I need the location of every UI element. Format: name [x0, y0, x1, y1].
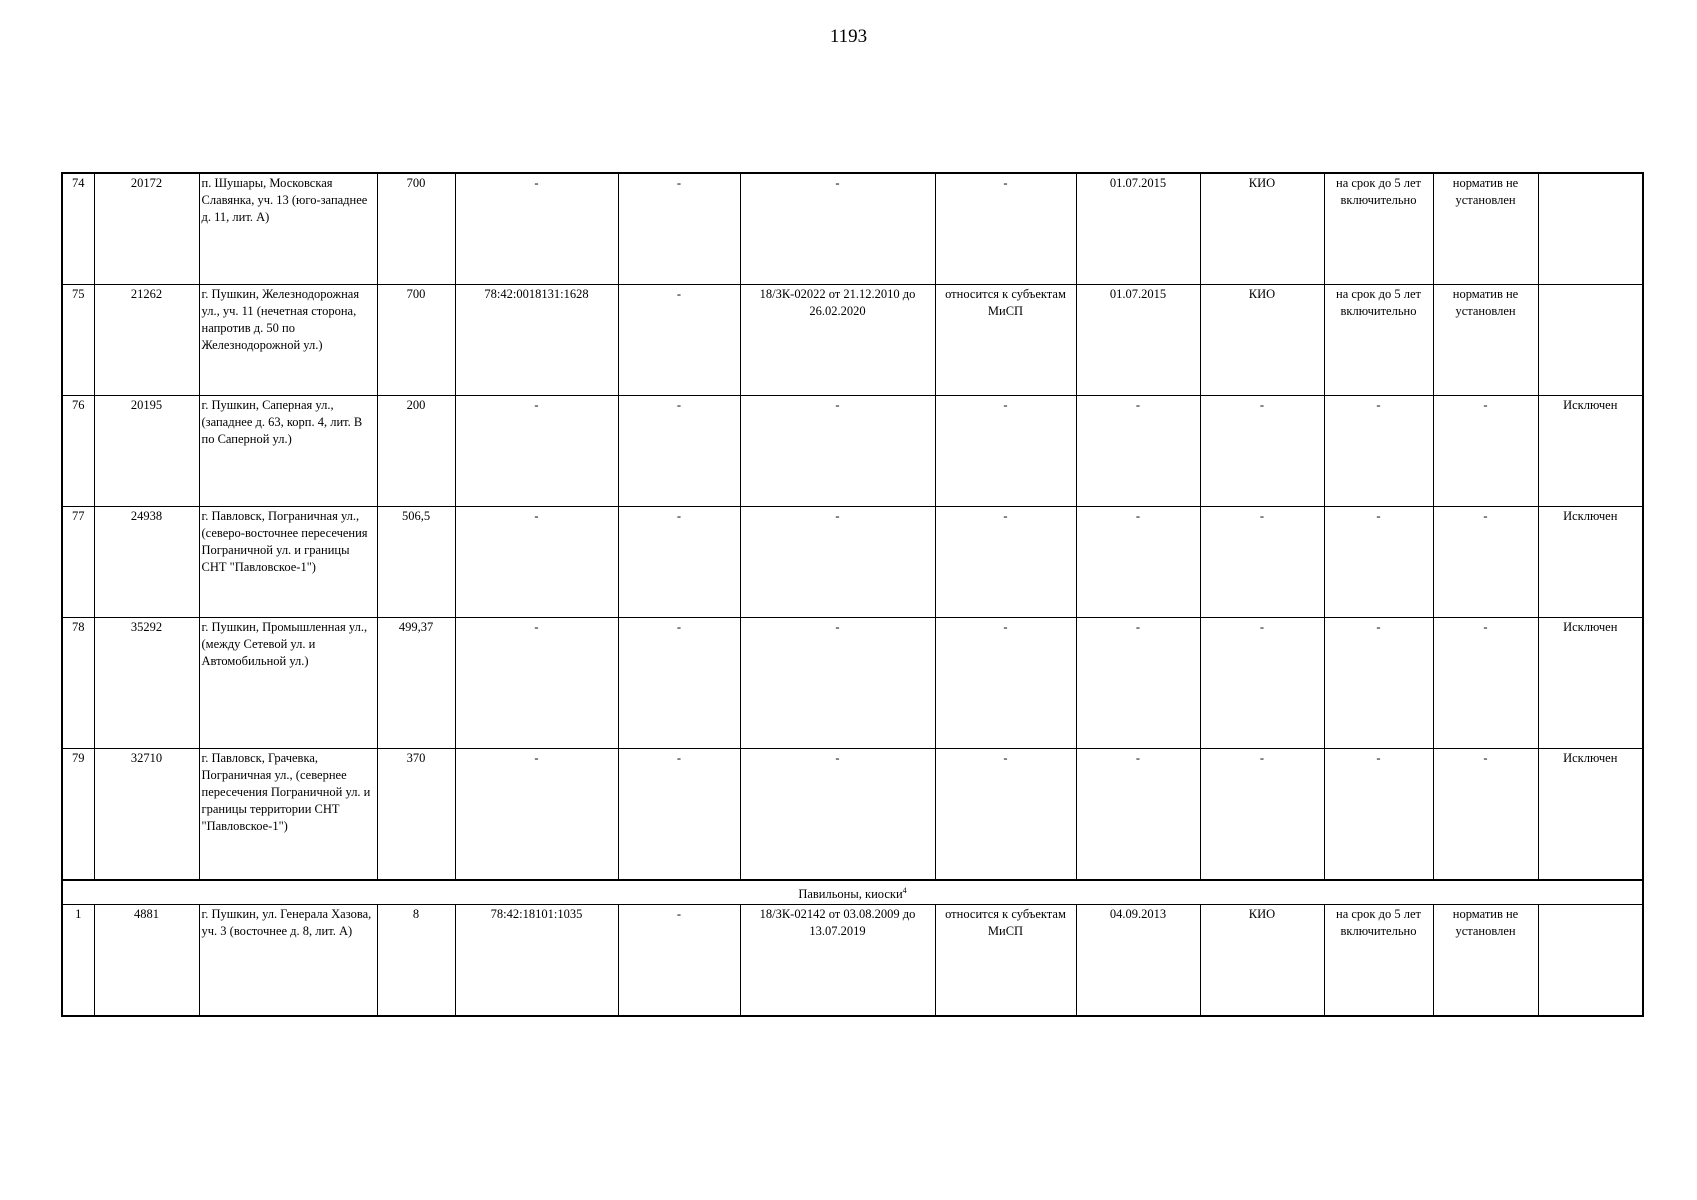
cell-cadastral: -	[455, 396, 618, 507]
table-row	[62, 749, 1643, 881]
cell-term: -	[1324, 396, 1433, 507]
footnote-marker: 4	[902, 886, 907, 895]
cell-number: 79	[62, 749, 94, 881]
cell-norm: -	[1433, 618, 1538, 749]
cell-id: 20172	[94, 173, 199, 285]
cell-number: 77	[62, 507, 94, 618]
table-row	[62, 905, 1643, 1017]
cell-org: -	[1200, 507, 1324, 618]
cell-date: 04.09.2013	[1076, 905, 1200, 1017]
cell-status: -	[935, 507, 1076, 618]
cell-contract: -	[740, 749, 935, 881]
cell-contract: -	[740, 618, 935, 749]
cell-col6: -	[618, 173, 740, 285]
cell-area: 506,5	[377, 507, 455, 618]
cell-norm: -	[1433, 749, 1538, 881]
cell-address: г. Пушкин, Промышленная ул., (между Сетевой ул. и Автомобильной ул.)	[199, 618, 377, 749]
cell-contract: 18/ЗК-02142 от 03.08.2009 до 13.07.2019	[740, 905, 935, 1017]
cell-status: относится к субъектам МиСП	[935, 285, 1076, 396]
cell-area: 700	[377, 285, 455, 396]
cell-term: -	[1324, 749, 1433, 881]
cell-norm: норматив не установлен	[1433, 905, 1538, 1017]
cell-status: -	[935, 618, 1076, 749]
cell-number: 78	[62, 618, 94, 749]
cell-number: 75	[62, 285, 94, 396]
cell-area: 499,37	[377, 618, 455, 749]
cell-status: относится к субъектам МиСП	[935, 905, 1076, 1017]
cell-address: г. Павловск, Грачевка, Пограничная ул., (севернее пересечения Пограничной ул. и границы территории СНТ "Павловское-1")	[199, 749, 377, 881]
cell-norm: -	[1433, 507, 1538, 618]
cell-address: г. Пушкин, Саперная ул., (западнее д. 63, корп. 4, лит. В по Саперной ул.)	[199, 396, 377, 507]
cell-org: КИО	[1200, 285, 1324, 396]
cell-norm: норматив не установлен	[1433, 173, 1538, 285]
section-header-row	[62, 880, 1643, 905]
cell-address: п. Шушары, Московская Славянка, уч. 13 (юго-западнее д. 11, лит. А)	[199, 173, 377, 285]
cell-term: -	[1324, 618, 1433, 749]
cell-cadastral: -	[455, 173, 618, 285]
cell-org: -	[1200, 749, 1324, 881]
cell-address: г. Павловск, Пограничная ул., (северо-восточнее пересечения Пограничной ул. и границы СНТ "Павловское-1")	[199, 507, 377, 618]
cell-date: 01.07.2015	[1076, 173, 1200, 285]
cell-address: г. Пушкин, Железнодорожная ул., уч. 11 (нечетная сторона, напротив д. 50 по Железнодорожной ул.)	[199, 285, 377, 396]
table-row	[62, 507, 1643, 618]
cell-note: Исключен	[1538, 749, 1643, 881]
cell-term: -	[1324, 507, 1433, 618]
cell-id: 4881	[94, 905, 199, 1017]
cell-contract: 18/ЗК-02022 от 21.12.2010 до 26.02.2020	[740, 285, 935, 396]
cell-note: Исключен	[1538, 396, 1643, 507]
cell-status: -	[935, 396, 1076, 507]
cell-norm: норматив не установлен	[1433, 285, 1538, 396]
cell-contract: -	[740, 173, 935, 285]
cell-note	[1538, 173, 1643, 285]
cell-norm: -	[1433, 396, 1538, 507]
cell-cadastral: -	[455, 749, 618, 881]
cell-term: на срок до 5 лет включительно	[1324, 905, 1433, 1017]
cell-id: 21262	[94, 285, 199, 396]
cell-area: 370	[377, 749, 455, 881]
cell-number: 76	[62, 396, 94, 507]
cell-cadastral: 78:42:18101:1035	[455, 905, 618, 1017]
cell-col6: -	[618, 507, 740, 618]
cell-status: -	[935, 173, 1076, 285]
cell-id: 35292	[94, 618, 199, 749]
objects-table	[61, 172, 1644, 1017]
page-number: 1193	[829, 26, 868, 47]
section-title	[62, 880, 1643, 905]
cell-date: 01.07.2015	[1076, 285, 1200, 396]
cell-col6: -	[618, 749, 740, 881]
cell-area: 700	[377, 173, 455, 285]
cell-note: Исключен	[1538, 618, 1643, 749]
cell-col6: -	[618, 285, 740, 396]
cell-org: -	[1200, 396, 1324, 507]
cell-cadastral: -	[455, 507, 618, 618]
cell-number: 74	[62, 173, 94, 285]
cell-contract: -	[740, 396, 935, 507]
cell-id: 20195	[94, 396, 199, 507]
cell-status: -	[935, 749, 1076, 881]
cell-col6: -	[618, 396, 740, 507]
table-row	[62, 396, 1643, 507]
cell-col6: -	[618, 618, 740, 749]
cell-org: КИО	[1200, 905, 1324, 1017]
cell-number: 1	[62, 905, 94, 1017]
cell-address: г. Пушкин, ул. Генерала Хазова, уч. 3 (восточнее д. 8, лит. А)	[199, 905, 377, 1017]
cell-col6: -	[618, 905, 740, 1017]
cell-date: -	[1076, 749, 1200, 881]
cell-note: Исключен	[1538, 507, 1643, 618]
section-title-text: Павильоны, киоски	[798, 887, 903, 902]
cell-term: на срок до 5 лет включительно	[1324, 173, 1433, 285]
cell-cadastral: -	[455, 618, 618, 749]
table-row	[62, 618, 1643, 749]
cell-id: 32710	[94, 749, 199, 881]
cell-term: на срок до 5 лет включительно	[1324, 285, 1433, 396]
cell-contract: -	[740, 507, 935, 618]
table-row	[62, 285, 1643, 396]
cell-id: 24938	[94, 507, 199, 618]
cell-date: -	[1076, 396, 1200, 507]
cell-note	[1538, 905, 1643, 1017]
cell-org: КИО	[1200, 173, 1324, 285]
cell-org: -	[1200, 618, 1324, 749]
cell-date: -	[1076, 507, 1200, 618]
cell-note	[1538, 285, 1643, 396]
cell-area: 8	[377, 905, 455, 1017]
cell-cadastral: 78:42:0018131:1628	[455, 285, 618, 396]
cell-area: 200	[377, 396, 455, 507]
table-row	[62, 173, 1643, 285]
cell-date: -	[1076, 618, 1200, 749]
